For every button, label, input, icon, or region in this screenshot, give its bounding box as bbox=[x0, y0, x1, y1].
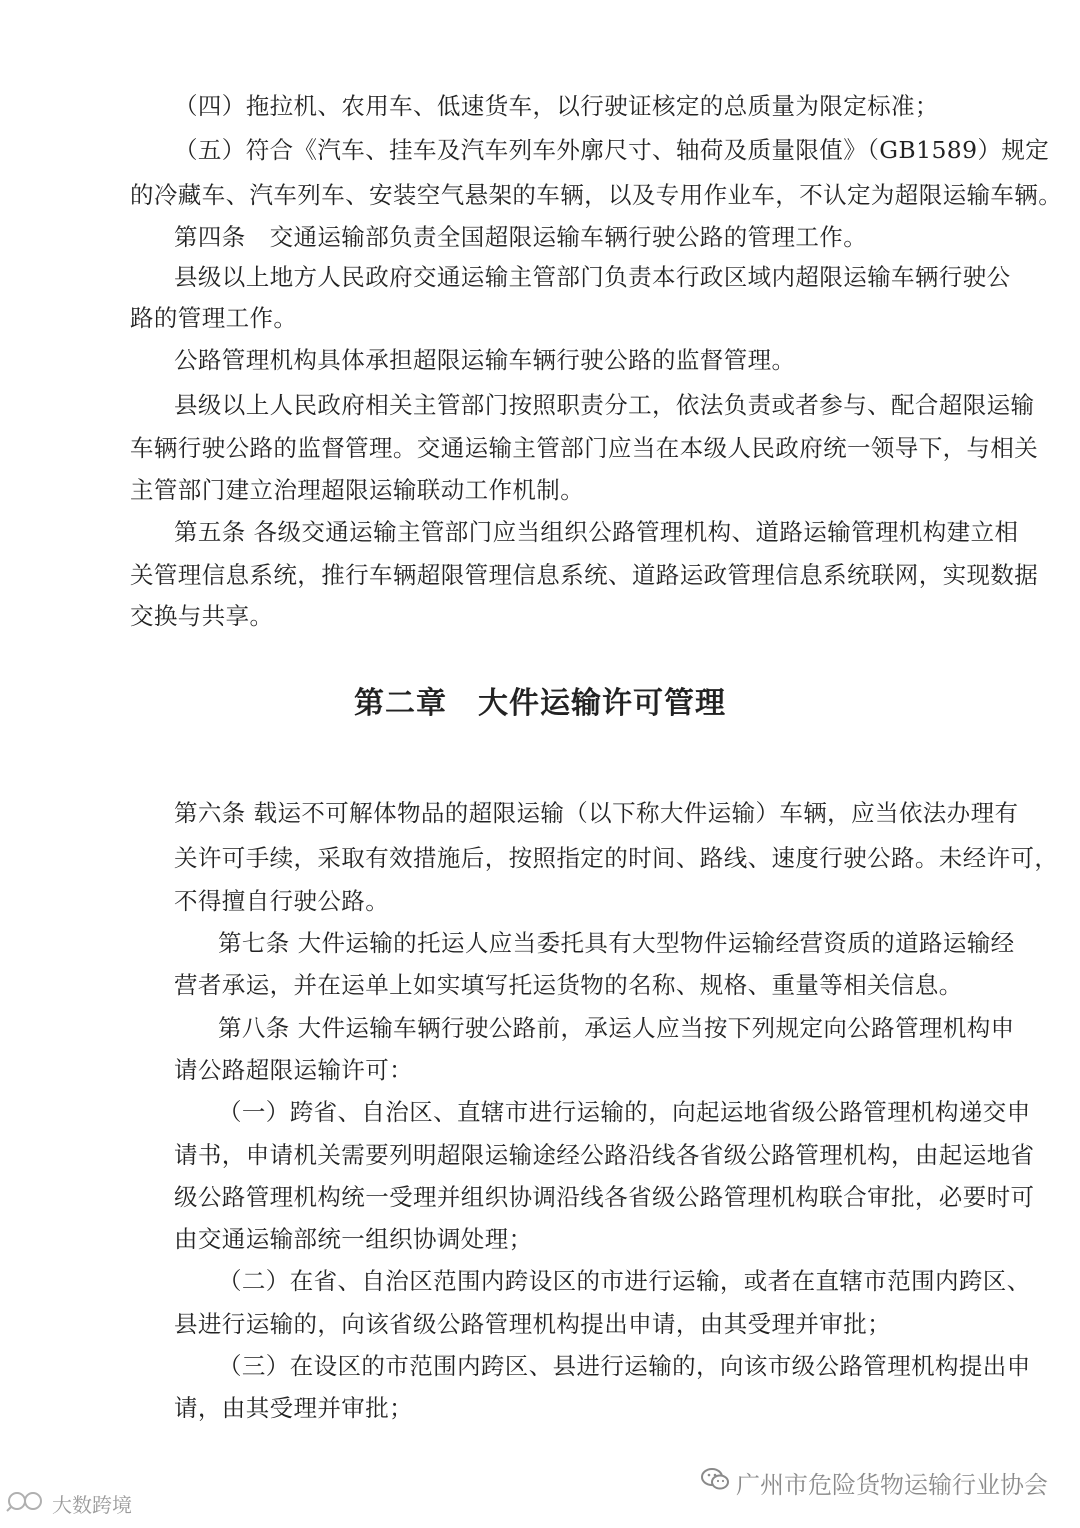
text-line: 请，由其受理并审批； bbox=[174, 1394, 413, 1422]
text-line: 县级以上地方人民政府交通运输主管部门负责本行政区域内超限运输车辆行驶公 bbox=[174, 263, 1011, 291]
text-line: （五）符合《汽车、挂车及汽车列车外廓尺寸、轴荷及质量限值》（GB1589）规定 bbox=[174, 136, 1050, 164]
text-line: 主管部门建立治理超限运输联动工作机制。 bbox=[130, 476, 585, 504]
text-line: 由交通运输部统一组织协调处理； bbox=[174, 1225, 533, 1253]
logo-icon bbox=[6, 1490, 48, 1517]
text-line: 第七条 大件运输的托运人应当委托具有大型物件运输经营资质的道路运输经 bbox=[218, 929, 1015, 957]
watermark-account: 广州市危险货物运输行业协会 bbox=[736, 1470, 1048, 1499]
text-line: （一）跨省、自治区、直辖市进行运输的，向起运地省级公路管理机构递交申 bbox=[218, 1098, 1031, 1126]
corner-logo bbox=[6, 1488, 132, 1518]
text-line: （三）在设区的市范围内跨区、县进行运输的，向该市级公路管理机构提出申 bbox=[218, 1352, 1031, 1380]
text-line: 关管理信息系统，推行车辆超限管理信息系统、道路运政管理信息系统联网，实现数据 bbox=[130, 561, 1039, 589]
text-line: 关许可手续，采取有效措施后，按照指定的时间、路线、速度行驶公路。未经许可， bbox=[174, 844, 1059, 872]
text-line: 请书，申请机关需要列明超限运输途经公路沿线各省级公路管理机构，由起运地省 bbox=[174, 1141, 1035, 1169]
text-line: 请公路超限运输许可： bbox=[174, 1056, 413, 1084]
text-line: （二）在省、自治区范围内跨设区的市进行运输，或者在直辖市范围内跨区、 bbox=[218, 1267, 1031, 1295]
text-line: 路的管理工作。 bbox=[130, 304, 298, 332]
text-line: 县级以上人民政府相关主管部门按照职责分工，依法负责或者参与、配合超限运输 bbox=[174, 391, 1035, 419]
text-line: 第六条 载运不可解体物品的超限运输（以下称大件运输）车辆，应当依法办理有 bbox=[174, 799, 1019, 827]
text-line: 第四条 交通运输部负责全国超限运输车辆行驶公路的管理工作。 bbox=[174, 223, 868, 251]
text-line: 车辆行驶公路的监督管理。交通运输主管部门应当在本级人民政府统一领导下，与相关 bbox=[130, 434, 1039, 462]
wechat-watermark bbox=[700, 1467, 1048, 1497]
text-line: 第八条 大件运输车辆行驶公路前，承运人应当按下列规定向公路管理机构申 bbox=[218, 1014, 1015, 1042]
text-line: 的冷藏车、汽车列车、安装空气悬架的车辆，以及专用作业车，不认定为超限运输车辆。 bbox=[130, 181, 1063, 209]
text-line: 营者承运，并在运单上如实填写托运货物的名称、规格、重量等相关信息。 bbox=[174, 971, 963, 999]
text-line: 级公路管理机构统一受理并组织协调沿线各省级公路管理机构联合审批，必要时可 bbox=[174, 1183, 1035, 1211]
logo-text: 大数跨境 bbox=[52, 1492, 132, 1517]
text-line: 公路管理机构具体承担超限运输车辆行驶公路的监督管理。 bbox=[174, 346, 796, 374]
text-line: 第五条 各级交通运输主管部门应当组织公路管理机构、道路运输管理机构建立相 bbox=[174, 518, 1019, 546]
text-line: （四）拖拉机、农用车、低速货车，以行驶证核定的总质量为限定标准； bbox=[174, 92, 939, 120]
wechat-icon bbox=[700, 1466, 730, 1498]
text-line: 交换与共享。 bbox=[130, 602, 274, 630]
text-line: 县进行运输的，向该省级公路管理机构提出申请，由其受理并审批； bbox=[174, 1310, 891, 1338]
text-line: 不得擅自行驶公路。 bbox=[174, 887, 390, 915]
chapter-heading: 第二章 大件运输许可管理 bbox=[354, 686, 726, 721]
